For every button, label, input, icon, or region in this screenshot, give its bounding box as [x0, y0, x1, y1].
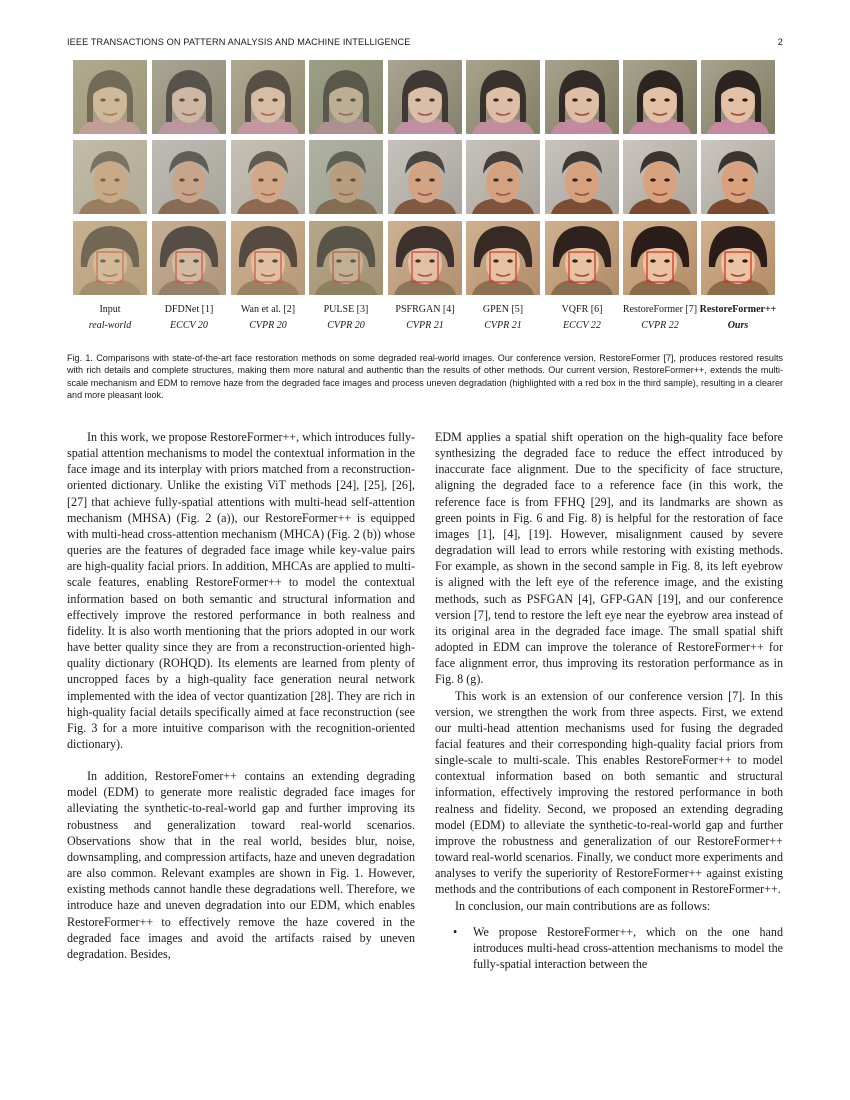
method-venue: real-world: [88, 320, 132, 331]
method-label: [464, 302, 542, 334]
face-thumbnail: [545, 221, 619, 295]
running-header: [67, 37, 783, 51]
paragraph: In this work, we propose RestoreFormer++, which introduces fully-spatial attention mechanisms to model the contextual information in the face image and its interplay with priors matched from a reconstruction-oriented dictionary. Unlike the existing ViT methods [24], [25], [26], [27] that achieve fully-spatial attentions with multi-head self-attention mechanism (MHSA) (Fig. 2 (a)), our RestoreFormer++ is equipped with multi-head cross-attention mechanism (MHCA) (Fig. 2 (b)) whose queries are the features of degraded face image while key-value pairs are high-quality facial priors. In addition, MHCAs are applied to multi-scale features, enabling RestoreFormer++ to model the contextual information based on both semantic and structural information and effectively improve the restored performance in both realness and fidelity. It is also worth mentioning that the priors adopted in our work have better quality since they are from a reconstruction-oriented high-quality dictionary (ROHQD). Its elements are learned from plenty of uncropped faces by a high-quality face generation neural network implemented with the idea of vector quantization [28]. They are rich in high-quality facial details specifically aimed at face reconstruction (see Fig. 3 for a more intuitive comparison with the recognition-oriented dictionary).: [67, 430, 416, 751]
face-thumbnail: [545, 140, 619, 214]
face-thumbnail: [152, 221, 226, 295]
face-thumbnail: [73, 221, 147, 295]
bullet-mark: •: [453, 924, 458, 939]
method-name: RestoreFormer [7]: [622, 304, 698, 315]
face-thumbnail: [309, 140, 383, 214]
face-thumbnail: [231, 140, 305, 214]
paragraph: EDM applies a spatial shift operation on the high-quality face before synthesizing the degraded face to reduce the effect introduced by inaccurate face alignment. Due to the specificity of face structure, aligning the degraded face to a reference face (in this work, the reference face is from FFHQ [29], and its landmarks are shown as green points in Fig. 6 and Fig. 8) is helpful for the restoration of face images [1], [4], [19]. However, misalignment caused by severe degradation will lead to errors while restoring with existing methods. For example, as shown in the second sample in Fig. 8, its left eyebrow is aligned with the left eye of the reference image, and the existing methods, such as PSFGAN [4], GFP-GAN [19], and our conference version [7], tend to restore the left eye near the eyebrow area instead of its original area in the degraded face image. The small spatial shift adopted in EDM can improve the tolerance of RestoreFormer++ for face alignment error, thus improving its restoration performance as in Fig. 8 (g).: [435, 430, 783, 687]
bullet-text: We propose RestoreFormer++, which on the one hand introduces multi-head cross-attention mechanisms to model the fully-spatial interaction between the: [473, 924, 783, 971]
face-thumbnail: [231, 60, 305, 134]
face-thumbnail: [152, 140, 226, 214]
face-thumbnail: [466, 140, 540, 214]
method-name: PSFRGAN [4]: [395, 304, 455, 315]
method-label: [386, 302, 464, 334]
paragraph: In conclusion, our main contributions are as follows:: [455, 898, 711, 913]
method-label: [543, 302, 621, 334]
method-label: [71, 302, 149, 334]
method-venue: ECCV 20: [170, 320, 208, 331]
face-thumbnail: [73, 140, 147, 214]
method-label: [307, 302, 385, 334]
face-thumbnail: [466, 221, 540, 295]
face-thumbnail: [231, 221, 305, 295]
face-thumbnail: [309, 60, 383, 134]
face-thumbnail: [309, 221, 383, 295]
face-thumbnail: [545, 60, 619, 134]
figure-1-image-grid: [73, 60, 780, 296]
method-label: [621, 302, 699, 334]
journal-title: IEEE TRANSACTIONS ON PATTERN ANALYSIS AND MACHINE INTELLIGENCE: [67, 37, 411, 47]
paragraph: In addition, RestoreFomer++ contains an extending degrading model (EDM) to generate more realistic degraded face images for alleviating the synthetic-to-real-world gap and further improving its robustness and generalization toward real-world scenarios. Observations show that in the real world, besides blur, noise, downsampling, and compression artifacts, haze and uneven degradation are also common. Relevant examples are shown in Fig. 1. However, existing methods cannot handle these degradations well. Therefore, we introduce haze and uneven degradation into our EDM, which enables RestoreFormer++ to effectively remove the haze covered in the degraded face images and avoid the artifacts raised by uneven degradation. Besides,: [67, 769, 415, 961]
method-label: [699, 302, 777, 334]
face-thumbnail: [388, 140, 462, 214]
face-thumbnail: [701, 140, 775, 214]
right-column: [435, 429, 783, 972]
method-name: RestoreFormer++: [699, 304, 777, 315]
face-thumbnail: [701, 60, 775, 134]
page-number: 2: [777, 37, 783, 47]
method-name: PULSE [3]: [323, 304, 369, 315]
method-venue: CVPR 20: [249, 320, 287, 331]
paragraph: This work is an extension of our conference version [7]. In this version, we strengthen the work from three aspects. First, we extend our multi-head attention mechanisms used for fusing the degraded facial features and their corresponding high-quality facial priors from single-scale to multi-scale. This enables RestoreFormer++ to model contextual information based on both semantic and structural information, effectively improving the restored performance in both realness and fidelity. Second, we proposed an extending degrading model (EDM) to alleviate the synthetic-to-real-world gap and further improve the robustness and generalization of our RestoreFormer++ toward real-world scenarios. Finally, we conduct more experiments and analyses to verify the superiority of RestoreFormer++ against existing methods and the contributions of each component in RestoreFormer++.: [435, 688, 783, 897]
method-name: GPEN [5]: [482, 304, 524, 315]
face-thumbnail: [388, 221, 462, 295]
method-name: Input: [99, 304, 121, 315]
face-thumbnail: [623, 60, 697, 134]
face-thumbnail: [623, 221, 697, 295]
method-venue: CVPR 20: [327, 320, 365, 331]
method-venue: CVPR 22: [641, 320, 679, 331]
method-venue: CVPR 21: [406, 320, 444, 331]
figure-1-caption: Fig. 1. Comparisons with state-of-the-art face restoration methods on some degraded real-world images. Our conference version, RestoreFormer [7], produces restored results with rich details and complete structures, making them more natural and authentic than the results of other methods. Our current version, RestoreFormer++, extends the multi-scale mechanism and EDM to remove haze from the degraded face images and process uneven degradation (highlighted with a red box in the third sample), resulting in a clearer and more pleasant look.: [67, 353, 783, 400]
method-label: [229, 302, 307, 334]
method-venue: CVPR 21: [484, 320, 522, 331]
face-thumbnail: [701, 221, 775, 295]
contribution-bullet: [435, 924, 783, 972]
face-thumbnail: [466, 60, 540, 134]
method-venue: Ours: [727, 320, 749, 331]
method-name: VQFR [6]: [561, 304, 603, 315]
left-column: [67, 429, 415, 962]
method-name: DFDNet [1]: [164, 304, 214, 315]
method-venue: ECCV 22: [563, 320, 601, 331]
face-thumbnail: [623, 140, 697, 214]
face-thumbnail: [388, 60, 462, 134]
face-thumbnail: [152, 60, 226, 134]
face-thumbnail: [73, 60, 147, 134]
figure-1-labels: [73, 302, 780, 334]
method-name: Wan et al. [2]: [240, 304, 296, 315]
method-label: [150, 302, 228, 334]
